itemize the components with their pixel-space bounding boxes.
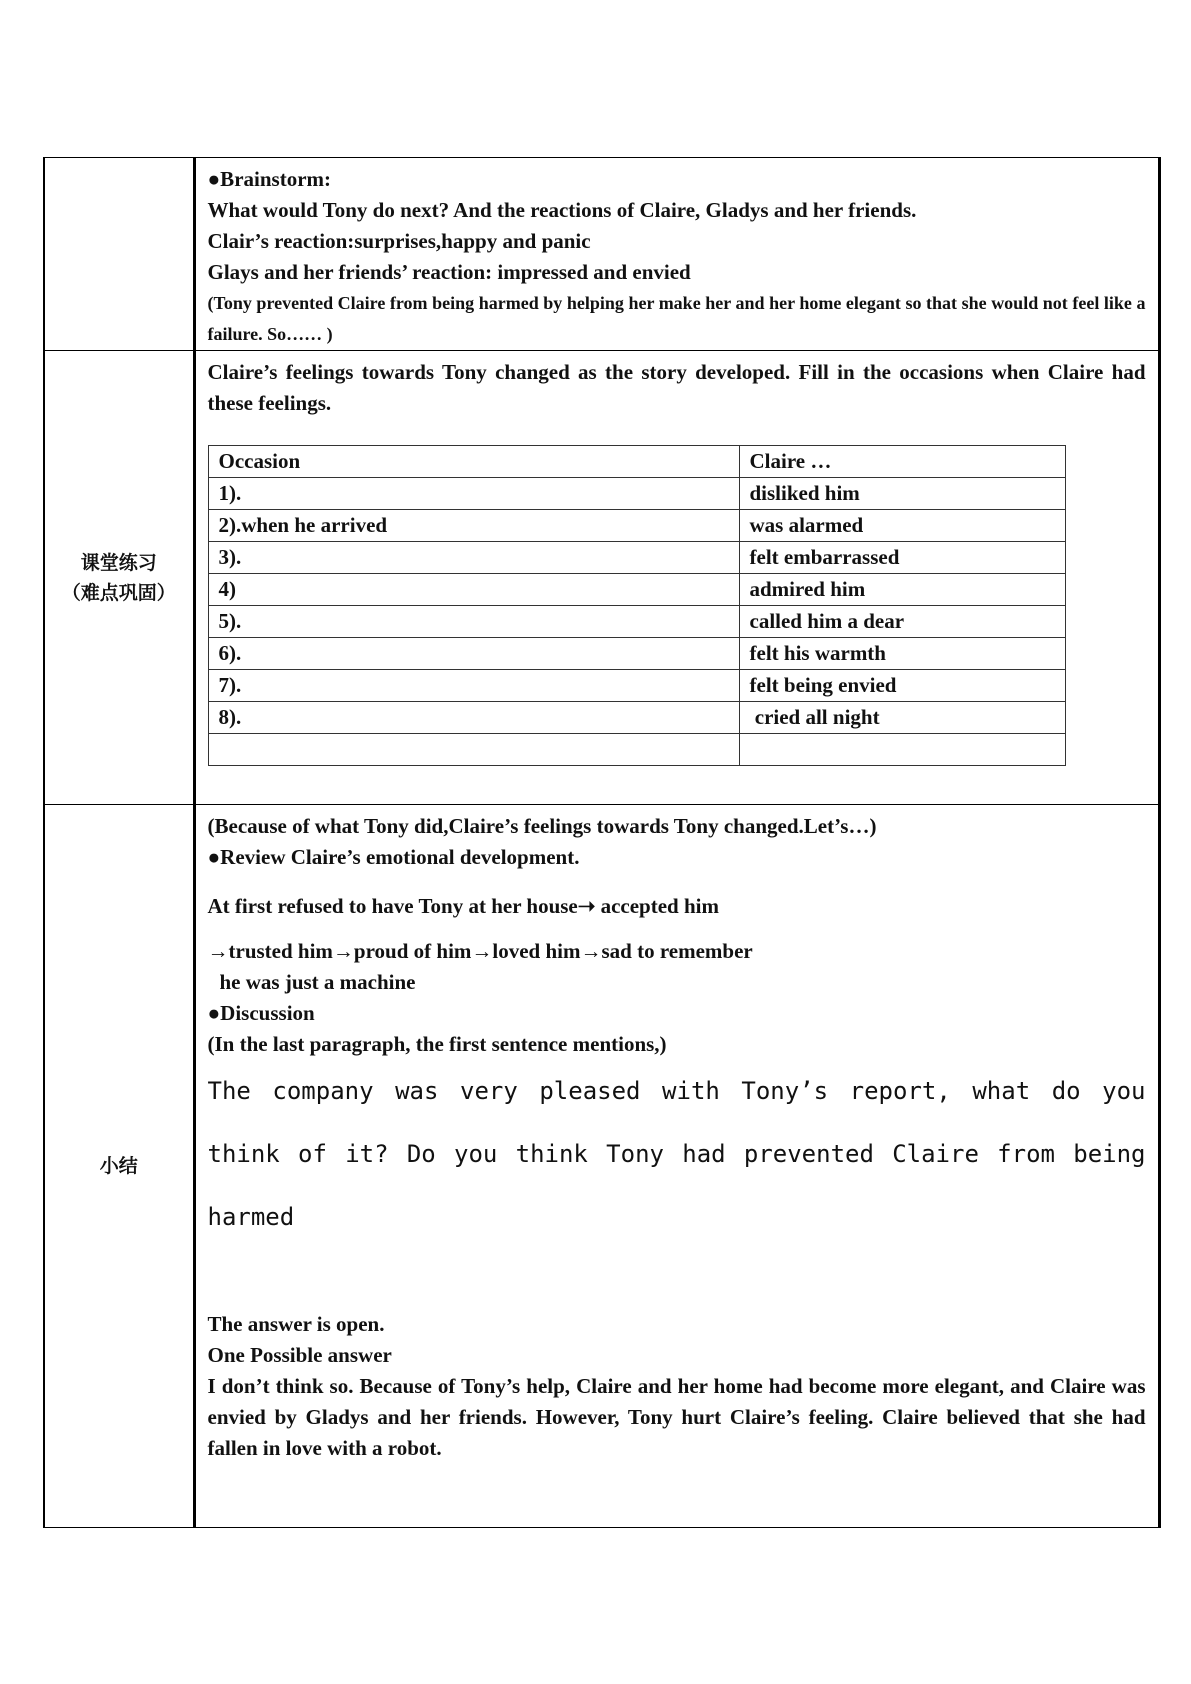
brainstorm-line: What would Tony do next? And the reactions of Claire, Gladys and her friends.: [207, 198, 917, 222]
occasion-cell: 8).: [208, 702, 739, 734]
occasion-cell: 3).: [208, 542, 739, 574]
occasion-cell: 5).: [208, 606, 739, 638]
development-line: At first refused to have Tony at her house➝ accepted him: [207, 894, 719, 918]
brainstorm-content-cell: [194, 158, 1159, 351]
brainstorm-row: [44, 158, 1159, 351]
discussion-question: The company was very pleased with Tony’s report, what do you think of it? Do you think Tony had prevented Claire from being harmed: [207, 1077, 1146, 1231]
practice-sublabel: （难点巩固）: [61, 581, 176, 604]
feeling-cell: felt his warmth: [739, 638, 1065, 670]
occasion-cell: 6).: [208, 638, 739, 670]
summary-content-cell: [194, 805, 1159, 1528]
answer-open: The answer is open.: [207, 1312, 385, 1336]
brainstorm-label-cell: [44, 158, 194, 351]
review-heading: ●Review Claire’s emotional development.: [207, 845, 580, 869]
feeling-cell: felt being envied: [739, 670, 1065, 702]
feeling-cell: felt embarrassed: [739, 542, 1065, 574]
brainstorm-note: (Tony prevented Claire from being harmed by helping her make her and her home elegant so that she would not feel like a failure. So…… ): [207, 293, 1146, 344]
feelings-table-header: [208, 446, 1065, 478]
feeling-cell: admired him: [739, 574, 1065, 606]
development-line: →trusted him→proud of him→loved him→sad to remember: [207, 939, 753, 963]
table-row: [208, 478, 1065, 510]
lesson-table: [43, 157, 1161, 1528]
occasion-cell: 4): [208, 574, 739, 606]
feeling-cell: was alarmed: [739, 510, 1065, 542]
brainstorm-line: Clair’s reaction:surprises,happy and panic: [207, 229, 591, 253]
feeling-cell: [739, 734, 1065, 766]
discussion-note: (In the last paragraph, the first sentence mentions,): [207, 1032, 667, 1056]
practice-label-cell: [44, 351, 194, 805]
summary-label: 小结: [99, 1155, 138, 1177]
possible-answer-text: I don’t think so. Because of Tony’s help, Claire and her home had become more elegant, and Claire was envied by Gladys and her friends. However, Tony hurt Claire’s feeling. Claire believed that she had fallen in love with a robot.: [207, 1374, 1146, 1460]
feeling-cell: called him a dear: [739, 606, 1065, 638]
possible-answer-heading: One Possible answer: [207, 1343, 392, 1367]
feelings-table: [208, 445, 1066, 766]
summary-lead: (Because of what Tony did,Claire’s feelings towards Tony changed.Let’s…): [207, 814, 877, 838]
summary-label-cell: [44, 805, 194, 1528]
table-row: [208, 638, 1065, 670]
feeling-cell: cried all night: [739, 702, 1065, 734]
header-occasion: Occasion: [208, 446, 739, 478]
brainstorm-heading: ●Brainstorm:: [207, 167, 331, 191]
table-row: [208, 510, 1065, 542]
brainstorm-line: Glays and her friends’ reaction: impressed and envied: [207, 260, 691, 284]
development-line: he was just a machine: [219, 970, 416, 994]
table-row: [208, 574, 1065, 606]
table-row: [208, 670, 1065, 702]
summary-row: [44, 805, 1159, 1528]
occasion-cell: [208, 734, 739, 766]
practice-label: 课堂练习: [80, 551, 157, 574]
occasion-cell: 7).: [208, 670, 739, 702]
table-row: [208, 702, 1065, 734]
feeling-cell: disliked him: [739, 478, 1065, 510]
practice-row: [44, 351, 1159, 805]
table-row: [208, 542, 1065, 574]
header-claire: Claire …: [739, 446, 1065, 478]
table-row: [208, 606, 1065, 638]
practice-intro: Claire’s feelings towards Tony changed as the story developed. Fill in the occasions when Claire had these feelings.: [207, 360, 1146, 415]
table-row: [208, 734, 1065, 766]
practice-content-cell: [194, 351, 1159, 805]
occasion-cell: 2).when he arrived: [208, 510, 739, 542]
occasion-cell: 1).: [208, 478, 739, 510]
discussion-heading: ●Discussion: [207, 1001, 315, 1025]
